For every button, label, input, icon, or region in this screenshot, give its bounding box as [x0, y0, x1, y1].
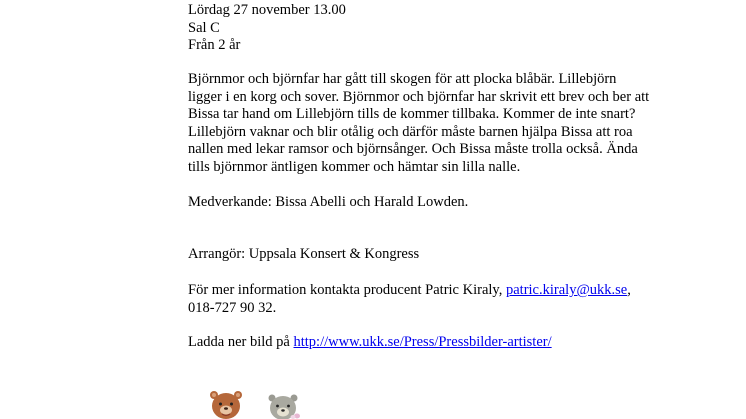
grey-bear-image: [269, 395, 301, 419]
download-prefix: Ladda ner bild på: [188, 334, 294, 350]
email-link[interactable]: patric.kiraly@ukk.se: [505, 282, 628, 298]
description-line: ligger i en korg och sover. Björnmor och björnfar har skrivit ett brev och ber att: [188, 88, 650, 105]
description-line: Bissa tar hand om Lillebjörn tills de kommer tillbaka. Kommer de inte snart?: [188, 106, 636, 122]
event-venue: Sal C: [188, 19, 220, 36]
description-line: nallen med lekar ramsor och björnsånger. Och Bissa måste trolla också. Ända: [188, 141, 638, 157]
contact-phone: 018-727 90 32.: [188, 299, 277, 316]
description-line: tills björnmor äntligen kommer och hämtar sin lilla nalle.: [188, 158, 521, 175]
download-paragraph: [188, 334, 678, 352]
event-description: [188, 71, 678, 176]
credits-text: Medverkande: Bissa Abelli och Harald Lowden.: [188, 194, 469, 210]
bear-illustration: [208, 386, 308, 419]
contact-paragraph: [188, 282, 678, 317]
press-image-link[interactable]: http://www.ukk.se/Press/Pressbilder-artister/: [293, 334, 552, 350]
description-line: Björnmor och björnfar har gått till skogen för att plocka blåbär. Lillebjörn: [188, 71, 617, 87]
credits-paragraph: [188, 194, 678, 212]
brown-bear-image: [210, 391, 242, 419]
contact-suffix: ,: [627, 282, 631, 298]
organizer-text: Arrangör: Uppsala Konsert & Kongress: [188, 246, 420, 262]
download-line: [188, 334, 678, 352]
description-line: Lillebjörn vaknar och blir otålig och därför måste barnen hjälpa Bissa att roa: [188, 123, 633, 140]
contact-line: [188, 282, 678, 300]
event-info: [188, 2, 678, 55]
contact-prefix: För mer information kontakta producent Patric Kiraly,: [188, 282, 506, 298]
event-date: Lördag 27 november 13.00: [188, 2, 346, 18]
organizer-paragraph: [188, 246, 678, 264]
event-age: Från 2 år: [188, 37, 241, 53]
